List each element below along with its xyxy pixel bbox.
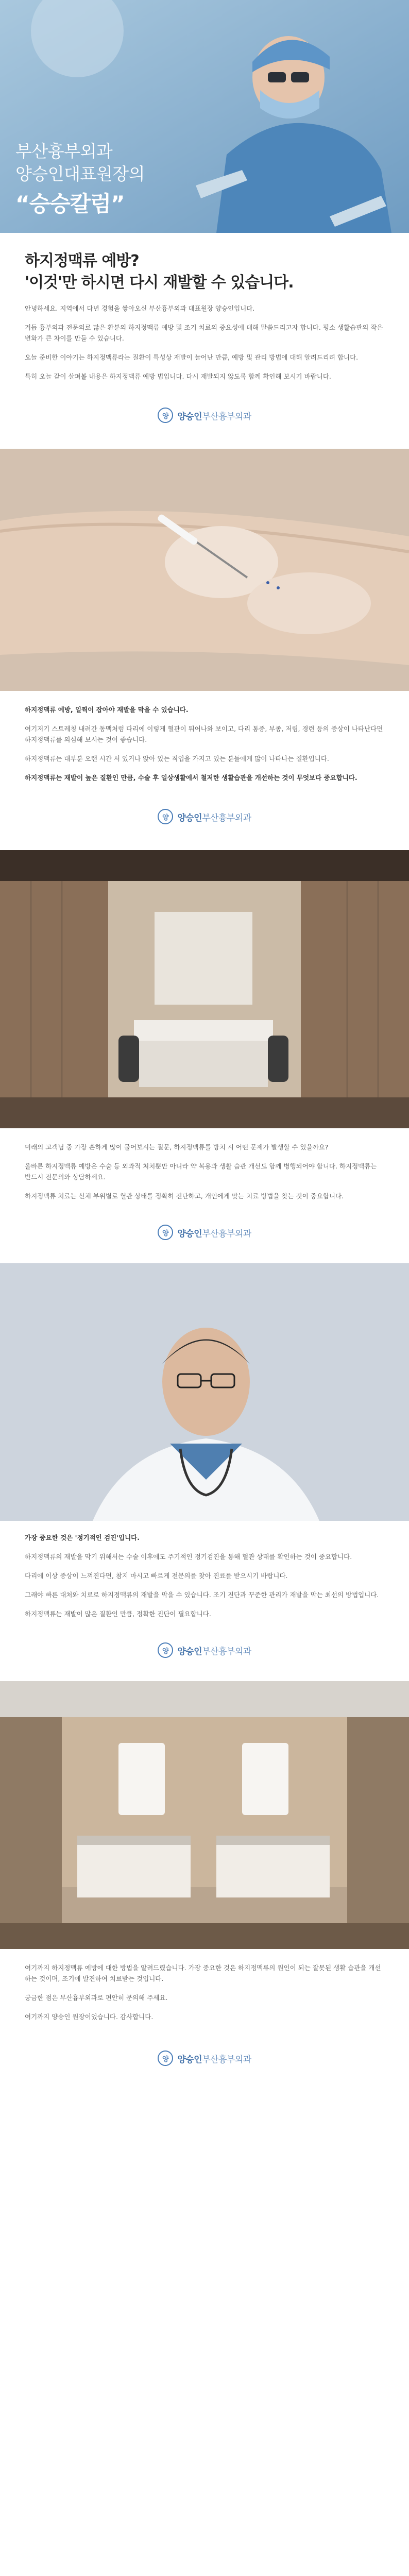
clinic-logo: [0, 1201, 409, 1263]
clinic-logo: [0, 1619, 409, 1681]
photo-consultation-room: [0, 850, 409, 1128]
headline-line-2: '이것'만 하시면 다시 재발할 수 있습니다.: [25, 274, 294, 292]
logo-mark-text: 양: [162, 412, 169, 420]
logo-mark-text: 양: [162, 814, 169, 822]
intro-text: [0, 303, 409, 382]
logo-text: [177, 810, 251, 823]
doctor-exam-image: [0, 1263, 409, 1521]
section-1-paragraph-2: 하지정맥류는 대부분 오랜 시간 서 있거나 앉아 있는 직업을 가지고 있는 분들에게 많이 나타나는 질환입니다.: [25, 755, 329, 762]
intro-paragraph-1: 안녕하세요. 지역에서 다년 경험을 쌓아오신 부산흉부외과 대표원장 양승인입니다.: [25, 304, 255, 312]
section-4-paragraph-2: 궁금한 점은 부산흉부외과로 편안히 문의해 주세요.: [25, 1994, 168, 2002]
logo-text: [177, 2052, 251, 2065]
logo-name-bold: 양승인: [177, 1228, 202, 1239]
section-1-title: 하지정맥류 예방, 일찍이 잡아야 재발을 막을 수 있습니다.: [25, 706, 189, 714]
clinic-logo-footer: [0, 2022, 409, 2094]
logo-mark-icon: [158, 809, 173, 824]
logo-name-bold: 양승인: [177, 812, 202, 823]
logo-mark-text: 양: [162, 1647, 169, 1655]
photo-leg-injection: [0, 449, 409, 691]
logo-mark-icon: [158, 408, 173, 423]
logo-name-light: 부산흉부외과: [202, 1228, 251, 1239]
logo-mark-text: 양: [162, 1229, 169, 1238]
section-2-text: [0, 1142, 409, 1201]
hero-line-2: 양승인대표원장의: [15, 164, 145, 184]
intro-paragraph-2: 거듭 흉부외과 전문의로 많은 환분의 하지정맥류 예방 및 조기 치료의 중요성에 대해 말씀드리고자 합니다. 평소 생활습관의 작은 변화가 큰 차이를 만들 수 있습니다.: [25, 324, 383, 342]
logo-name-bold: 양승인: [177, 411, 202, 422]
section-3-caption: 가장 중요한 것은 '정기적인 검진'입니다.: [25, 1534, 140, 1541]
section-4-text: [0, 1962, 409, 2022]
logo-mark-icon: [158, 1642, 173, 1658]
logo-mark-icon: [158, 2050, 173, 2066]
section-3-paragraph-1: 하지정맥류의 재발을 막기 위해서는 수술 이후에도 주기적인 정기검진을 통해 혈관 상태를 확인하는 것이 중요합니다.: [25, 1553, 352, 1561]
logo-name-light: 부산흉부외과: [202, 1646, 251, 1657]
hero-text: [15, 140, 145, 219]
section-2-paragraph-2: 올바른 하지정맥류 예방은 수술 등 외과적 처치뿐만 아니라 약 복용과 생활 습관 개선도 함께 병행되어야 합니다. 하지정맥류는 반드시 전문의와 상담하세요.: [25, 1162, 377, 1181]
hero-line-1: 부산흉부외과: [15, 141, 113, 161]
clinic-logo: [0, 382, 409, 449]
hero-banner: [0, 0, 409, 233]
logo-text: [177, 1226, 251, 1239]
photo-doctor-exam: [0, 1263, 409, 1521]
logo-text: [177, 409, 251, 422]
headline-line-1: 하지정맥류 예방?: [25, 252, 139, 270]
section-1-paragraph-1: 여기저기 스트레칭 내려간 동맥처럼 다리에 이렇게 혈관이 튀어나와 보이고, 다리 통증, 부종, 저림, 경련 등의 증상이 나타난다면 하지정맥류를 의심해 보시는 것이 좋습니다.: [25, 725, 383, 743]
intro-paragraph-4: 특히 오늘 같이 살펴볼 내용은 하지정맥류 예방 법입니다. 다시 재발되지 않도록 함께 확인해 보시기 바랍니다.: [25, 372, 331, 380]
logo-name-light: 부산흉부외과: [202, 812, 251, 823]
logo-mark-text: 양: [162, 2055, 169, 2063]
section-3-paragraph-4: 하지정맥류는 재발이 많은 질환인 만큼, 정확한 진단이 필요합니다.: [25, 1610, 211, 1618]
section-4-paragraph-1: 여기까지 하지정맥류 예방에 대한 방법을 알려드렸습니다. 가장 중요한 것은 하지정맥류의 원인이 되는 잘못된 생활 습관을 개선하는 것이며, 조기에 발견하여 치료받는 것입니다.: [25, 1964, 381, 1982]
section-3-paragraph-3: 그래야 빠른 대처와 치료로 하지정맥류의 재발을 막을 수 있습니다. 조기 진단과 꾸준한 관리가 재발을 막는 최선의 방법입니다.: [25, 1591, 379, 1599]
logo-text: [177, 1644, 251, 1657]
photo-recovery-room: [0, 1681, 409, 1949]
section-2-paragraph-1: 미래의 고객님 중 가장 흔하게 많이 물어보시는 질문, 하지정맥류를 방치 시 어떤 문제가 발생할 수 있을까요?: [25, 1143, 329, 1151]
logo-name-bold: 양승인: [177, 1646, 202, 1657]
logo-name-light: 부산흉부외과: [202, 411, 251, 422]
hero-title: “승승칼럼”: [15, 191, 125, 216]
section-3-text: [0, 1532, 409, 1619]
recovery-room-image: [0, 1681, 409, 1949]
section-2-paragraph-3: 하지정맥류 치료는 신체 부위별로 혈관 상태를 정확히 진단하고, 개인에게 맞는 치료 방법을 찾는 것이 중요합니다.: [25, 1192, 344, 1200]
intro-paragraph-3: 오늘 준비한 이야기는 하지정맥류라는 질환이 특성상 재발이 늘어난 만큼, 예방 및 관리 방법에 대해 알려드리려 합니다.: [25, 353, 359, 361]
section-3-paragraph-2: 다리에 이상 증상이 느껴진다면, 참지 마시고 빠르게 전문의를 찾아 진료를 받으시기 바랍니다.: [25, 1572, 288, 1580]
leg-photo-image: [0, 449, 409, 691]
article-headline: [0, 250, 409, 294]
section-1-text: [0, 704, 409, 783]
section-1-paragraph-3: 하지정맥류는 재발이 높은 질환인 만큼, 수술 후 일상생활에서 철저한 생활습관을 개선하는 것이 무엇보다 중요합니다.: [25, 774, 357, 782]
logo-name-bold: 양승인: [177, 2054, 202, 2065]
section-4-paragraph-3: 여기까지 양승인 원장이었습니다. 감사합니다.: [25, 2013, 154, 2021]
logo-name-light: 부산흉부외과: [202, 2054, 251, 2065]
clinic-logo: [0, 783, 409, 850]
logo-mark-icon: [158, 1225, 173, 1240]
consultation-room-image: [0, 850, 409, 1128]
